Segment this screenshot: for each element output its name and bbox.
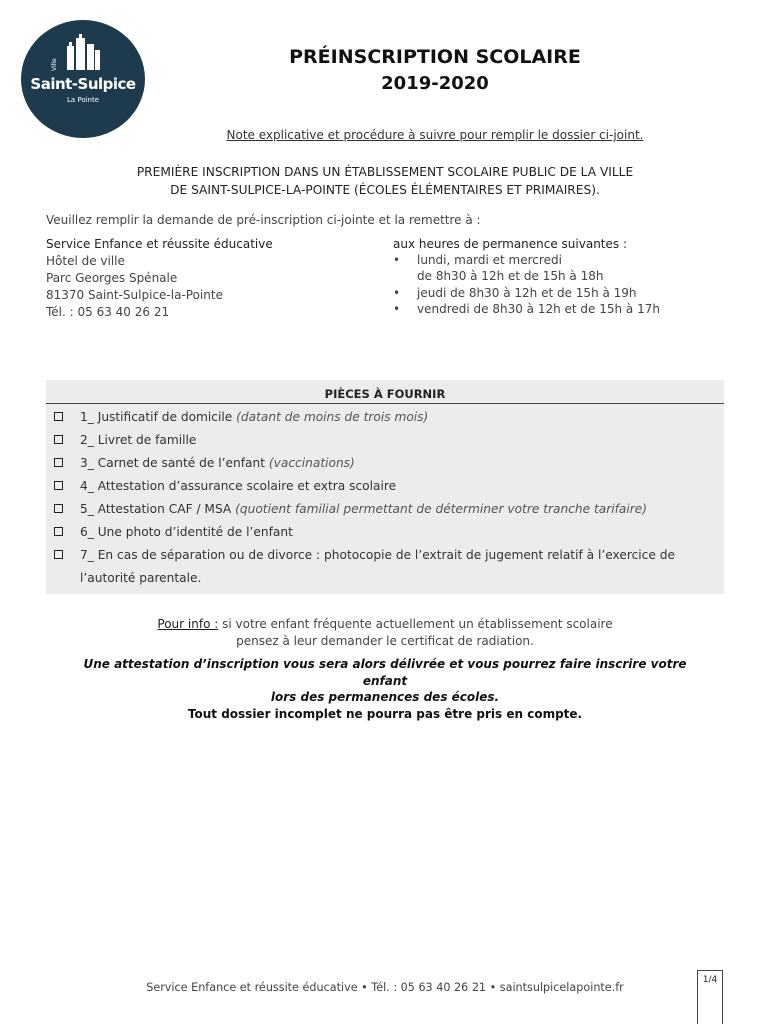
first-inscription-line2: DE SAINT-SULPICE-LA-POINTE (ÉCOLES ÉLÉMENTAIRES ET PRIMAIRES). xyxy=(170,183,600,197)
attestation-note xyxy=(60,656,710,722)
city-logo xyxy=(21,20,145,138)
checkbox-icon[interactable] xyxy=(54,481,63,490)
checkbox-icon[interactable] xyxy=(54,458,63,467)
document-item xyxy=(46,544,724,567)
first-inscription-line1: PREMIÈRE INSCRIPTION DANS UN ÉTABLISSEMENT SCOLAIRE PUBLIC DE LA VILLE xyxy=(136,165,634,179)
document-item-continuation xyxy=(46,567,724,590)
document-item xyxy=(46,521,724,544)
page-number: 1/4 xyxy=(697,970,723,1024)
incomplete-warning: Tout dossier incomplet ne pourra pas être pris en compte. xyxy=(187,706,583,721)
document-item-text: 5_ Attestation CAF / MSA xyxy=(80,502,236,516)
document-item xyxy=(46,475,724,498)
bullet-icon: • xyxy=(393,253,401,268)
document-item xyxy=(46,406,724,429)
document-item-note: (datant de moins de trois mois) xyxy=(236,410,429,424)
hours-item-text: vendredi de 8h30 à 12h et de 15h à 17h xyxy=(417,301,660,316)
document-item-text: 4_ Attestation d’assurance scolaire et extra scolaire xyxy=(80,479,397,493)
address-line: Parc Georges Spénale xyxy=(46,271,178,285)
logo-ville-text: Ville xyxy=(51,58,58,71)
document-item-text: 1_ Justificatif de domicile xyxy=(80,410,237,424)
document-item-text: 2_ Livret de famille xyxy=(80,433,197,447)
info-text: pensez à leur demander le certificat de radiation. xyxy=(236,634,534,648)
address-line: Hôtel de ville xyxy=(46,254,125,268)
logo-subtitle: La Pointe xyxy=(66,96,100,104)
explanatory-note: Note explicative et procédure à suivre pour remplir le dossier ci-joint. xyxy=(226,128,644,142)
document-item xyxy=(46,452,724,475)
hours-item xyxy=(393,301,660,317)
document-item xyxy=(46,429,724,452)
hours-item-text: jeudi de 8h30 à 12h et de 15h à 19h xyxy=(417,285,637,300)
document-item-text: l’autorité parentale. xyxy=(80,571,202,585)
document-item-text: 7_ En cas de séparation ou de divorce : photocopie de l’extrait de jugement relatif à l’exercice de xyxy=(80,548,675,562)
checkbox-icon[interactable] xyxy=(54,435,63,444)
address-line: 81370 Saint-Sulpice-la-Pointe xyxy=(46,288,223,302)
checkbox-icon[interactable] xyxy=(54,504,63,513)
bullet-icon: • xyxy=(393,301,401,316)
document-item-text: 3_ Carnet de santé de l’enfant xyxy=(80,456,269,470)
info-note xyxy=(90,616,680,650)
hours-item xyxy=(393,252,660,284)
hours-heading: aux heures de permanence suivantes : xyxy=(393,237,628,251)
service-name: Service Enfance et réussite éducative xyxy=(46,237,273,251)
document-item-note: (vaccinations) xyxy=(268,456,355,470)
hours-item-text: lundi, mardi et mercredi xyxy=(417,253,562,268)
bullet-icon: • xyxy=(393,285,401,300)
attestation-line: Une attestation d’inscription vous sera alors délivrée et vous pourrez faire inscrire votre enfant xyxy=(83,657,687,688)
document-item-text: 6_ Une photo d’identité de l’enfant xyxy=(80,525,293,539)
hours-item-text: de 8h30 à 12h et de 15h à 18h xyxy=(417,269,604,284)
address-phone: Tél. : 05 63 40 26 21 xyxy=(46,305,170,319)
page-title: PRÉINSCRIPTION SCOLAIRE xyxy=(289,46,581,68)
hours-item xyxy=(393,285,660,301)
info-label: Pour info : xyxy=(157,617,219,631)
castle-icon xyxy=(65,34,101,72)
required-documents-list xyxy=(46,406,724,590)
document-item xyxy=(46,498,724,521)
attestation-line: lors des permanences des écoles. xyxy=(270,690,500,704)
checkbox-icon[interactable] xyxy=(54,527,63,536)
checkbox-icon[interactable] xyxy=(54,412,63,421)
required-documents-panel xyxy=(46,380,724,594)
intro-text: Veuillez remplir la demande de pré-inscription ci-jointe et la remettre à : xyxy=(46,213,481,227)
required-documents-heading: PIÈCES À FOURNIR xyxy=(46,380,724,404)
first-inscription-heading xyxy=(60,163,710,199)
page-footer: Service Enfance et réussite éducative • Tél. : 05 63 40 26 21 • saintsulpicelapointe.fr xyxy=(146,981,624,994)
service-address xyxy=(46,236,273,321)
hours-list xyxy=(393,252,660,317)
document-item-note: (quotient familial permettant de déterminer votre tranche tarifaire) xyxy=(235,502,648,516)
school-year: 2019-2020 xyxy=(381,73,489,94)
office-hours xyxy=(393,236,660,317)
checkbox-icon[interactable] xyxy=(54,550,63,559)
logo-name: Saint-Sulpice xyxy=(30,75,136,93)
info-text: si votre enfant fréquente actuellement un établissement scolaire xyxy=(218,617,613,631)
